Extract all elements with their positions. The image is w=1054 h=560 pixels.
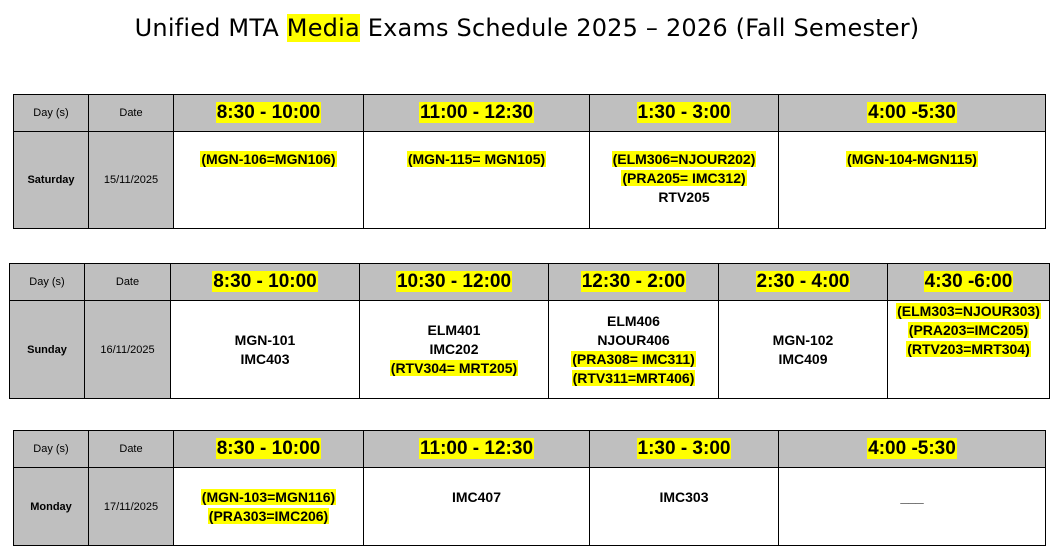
course-code: RTV205	[658, 189, 710, 205]
course-code-line	[590, 150, 778, 169]
course-code-line	[360, 340, 548, 359]
date-header: Date	[85, 264, 171, 301]
course-code-line	[779, 488, 1045, 507]
exam-cell	[364, 132, 590, 229]
title-highlight: Media	[286, 14, 360, 42]
course-code-line	[590, 188, 778, 207]
exam-row	[14, 468, 1046, 546]
course-code-line	[174, 488, 363, 507]
schedule-table-sunday	[9, 263, 1050, 399]
course-code-line	[590, 169, 778, 188]
course-code-line	[549, 312, 718, 331]
course-code: (MGN-104-MGN115)	[847, 151, 977, 167]
course-code: ELM401	[427, 322, 481, 338]
course-code-line	[549, 350, 718, 369]
time-slot-header: 2:30 - 4:00	[719, 264, 888, 301]
exam-row	[14, 132, 1046, 229]
time-slot-header: 4:00 -5:30	[779, 431, 1046, 468]
course-code-line	[779, 150, 1045, 169]
course-code-line	[364, 488, 589, 507]
date-header: Date	[89, 431, 174, 468]
course-code: NJOUR406	[597, 331, 670, 348]
exam-cell	[779, 468, 1046, 546]
day-name: Monday	[14, 468, 89, 546]
day-name: Sunday	[10, 301, 85, 399]
course-code-line	[174, 150, 363, 169]
exam-cell	[174, 132, 364, 229]
course-code: IMC202	[429, 341, 479, 357]
course-code: (RTV304= MRT205)	[390, 360, 518, 376]
exam-date: 16/11/2025	[85, 301, 171, 399]
time-slot-header: 12:30 - 2:00	[549, 264, 719, 301]
course-code: (PRA303=IMC206)	[208, 508, 329, 524]
schedule-table-saturday	[13, 94, 1046, 229]
course-code-line	[364, 150, 589, 169]
course-code: (PRA203=IMC205)	[908, 322, 1029, 338]
course-code-line	[719, 331, 887, 350]
course-code-line	[360, 321, 548, 340]
exam-cell	[549, 301, 719, 399]
course-code-line	[888, 302, 1049, 321]
course-code: (ELM303=NJOUR303)	[897, 303, 1040, 319]
course-code: IMC303	[659, 489, 709, 505]
schedule-table-monday	[13, 430, 1046, 546]
course-code-line	[171, 331, 359, 350]
course-code-line	[590, 488, 778, 507]
exam-cell	[888, 301, 1050, 399]
time-slot-header: 10:30 - 12:00	[360, 264, 549, 301]
course-code-line	[719, 350, 887, 369]
time-slot-header: 8:30 - 10:00	[174, 95, 364, 132]
header-row	[14, 431, 1046, 468]
course-code: (ELM306=NJOUR202)	[612, 151, 756, 167]
day-header: Day (s)	[14, 431, 89, 468]
course-code: ___	[900, 489, 924, 505]
course-code: (PRA308= IMC311)	[572, 350, 695, 367]
course-code: (RTV311=MRT406)	[572, 369, 695, 386]
course-code-line	[171, 350, 359, 369]
time-slot-header: 11:00 - 12:30	[364, 95, 590, 132]
exam-cell	[174, 468, 364, 546]
course-code-line	[174, 507, 363, 526]
course-code: MGN-101	[234, 331, 296, 348]
time-slot-header: 1:30 - 3:00	[590, 431, 779, 468]
course-code: (RTV203=MRT304)	[907, 341, 1030, 357]
exam-date: 15/11/2025	[89, 132, 174, 229]
header-row	[10, 264, 1050, 301]
course-code: (MGN-106=MGN106)	[201, 151, 336, 167]
time-slot-header: 8:30 - 10:00	[171, 264, 360, 301]
course-code-line	[888, 340, 1049, 359]
header-row	[14, 95, 1046, 132]
exam-cell	[171, 301, 360, 399]
time-slot-header: 4:30 -6:00	[888, 264, 1050, 301]
course-code: IMC403	[240, 350, 290, 367]
course-code: IMC407	[451, 489, 502, 505]
date-header: Date	[89, 95, 174, 132]
exam-row	[10, 301, 1050, 399]
time-slot-header: 4:00 -5:30	[779, 95, 1046, 132]
time-slot-header: 11:00 - 12:30	[364, 431, 590, 468]
exam-cell	[590, 132, 779, 229]
exam-cell	[719, 301, 888, 399]
course-code-line	[360, 359, 548, 378]
course-code-line	[549, 331, 718, 350]
day-name: Saturday	[14, 132, 89, 229]
course-code: (MGN-115= MGN105)	[407, 151, 546, 167]
course-code: MGN-102	[772, 331, 834, 348]
course-code: (MGN-103=MGN116)	[201, 489, 336, 505]
exam-cell	[364, 468, 590, 546]
page-title: Unified MTA Media Exams Schedule 2025 – 2026 (Fall Semester)	[134, 14, 920, 42]
day-header: Day (s)	[10, 264, 85, 301]
course-code: IMC409	[778, 350, 828, 367]
course-code-line	[549, 369, 718, 388]
course-code-line	[888, 321, 1049, 340]
time-slot-header: 8:30 - 10:00	[174, 431, 364, 468]
exam-cell	[779, 132, 1046, 229]
exam-cell	[590, 468, 779, 546]
course-code: (PRA205= IMC312)	[622, 170, 746, 186]
time-slot-header: 1:30 - 3:00	[590, 95, 779, 132]
exam-cell	[360, 301, 549, 399]
exam-date: 17/11/2025	[89, 468, 174, 546]
course-code: ELM406	[607, 312, 660, 329]
day-header: Day (s)	[14, 95, 89, 132]
